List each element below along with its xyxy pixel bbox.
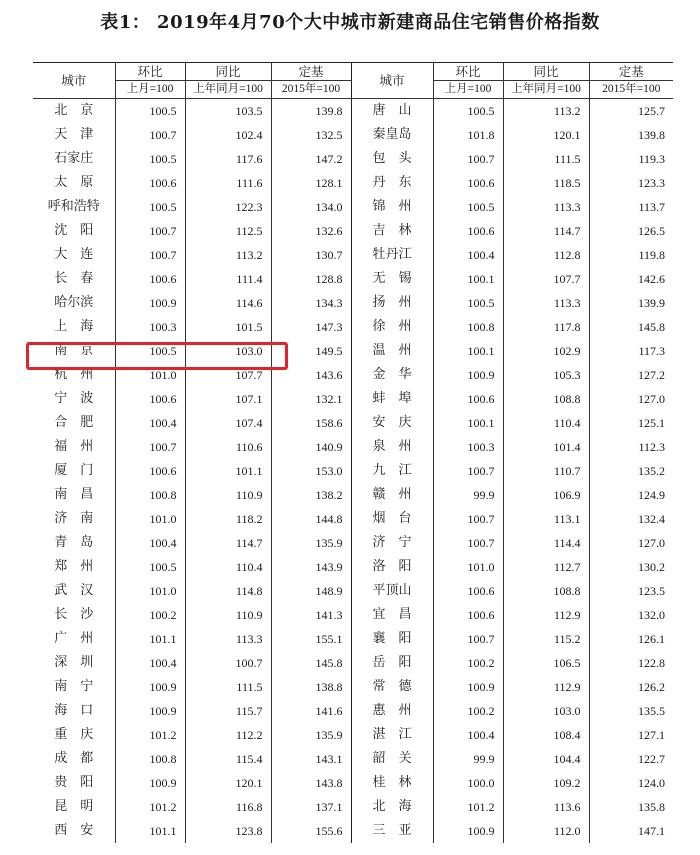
base-left-cell: 130.7	[271, 243, 351, 267]
mom-right-cell: 100.5	[433, 99, 503, 124]
city-left-cell: 成 都	[54, 751, 94, 766]
base-left-cell: 138.2	[271, 483, 351, 507]
base-left-cell: 135.9	[271, 723, 351, 747]
city-left-cell: 沈 阳	[54, 223, 94, 238]
yoy-right-cell: 115.2	[503, 627, 589, 651]
city-right-cell: 济 宁	[351, 531, 433, 555]
yoy-left-cell: 114.7	[185, 531, 271, 555]
base-left-cell: 135.9	[271, 531, 351, 555]
mom-right-cell: 100.1	[433, 339, 503, 363]
mom-right-cell: 100.9	[433, 675, 503, 699]
table-row	[33, 291, 673, 315]
mom-right-cell: 100.7	[433, 507, 503, 531]
yoy-right-cell: 113.3	[503, 291, 589, 315]
mom-right-cell: 101.8	[433, 123, 503, 147]
mom-left-cell: 100.7	[115, 123, 185, 147]
city-right-cell: 平顶山	[351, 579, 433, 603]
yoy-right-cell: 102.9	[503, 339, 589, 363]
yoy-left-cell: 112.2	[185, 723, 271, 747]
table-body	[33, 99, 673, 844]
base-right-cell: 112.3	[589, 435, 673, 459]
table-row	[33, 699, 673, 723]
table-row	[33, 411, 673, 435]
mom-right-cell: 99.9	[433, 483, 503, 507]
yoy-left-cell: 116.8	[185, 795, 271, 819]
yoy-left-cell: 101.1	[185, 459, 271, 483]
base-left-cell: 139.8	[271, 99, 351, 124]
city-right-cell: 包 头	[351, 147, 433, 171]
city-left-cell: 天 津	[54, 127, 94, 142]
mom-right-cell: 100.9	[433, 363, 503, 387]
mom-left-cell: 100.4	[115, 651, 185, 675]
base-right-cell: 135.5	[589, 699, 673, 723]
table-row	[33, 507, 673, 531]
yoy-right-cell: 108.8	[503, 579, 589, 603]
table-row	[33, 147, 673, 171]
base-left-cell: 155.6	[271, 819, 351, 843]
base-right-cell: 127.0	[589, 531, 673, 555]
table-row	[33, 555, 673, 579]
yoy-right-cell: 114.4	[503, 531, 589, 555]
mom-left-cell: 100.7	[115, 243, 185, 267]
mom-left-cell: 100.5	[115, 555, 185, 579]
mom-right-cell: 100.5	[433, 291, 503, 315]
table-row	[33, 435, 673, 459]
mom-left-cell: 100.6	[115, 387, 185, 411]
city-left-cell: 广 州	[54, 631, 94, 646]
yoy-left-cell: 123.8	[185, 819, 271, 843]
city-left-cell: 青 岛	[54, 535, 94, 550]
table-row	[33, 603, 673, 627]
yoy-right-cell: 112.8	[503, 243, 589, 267]
mom-right-cell: 100.1	[433, 267, 503, 291]
mom-right-cell: 100.1	[433, 411, 503, 435]
city-right-cell: 金 华	[351, 363, 433, 387]
yoy-right-cell: 113.6	[503, 795, 589, 819]
yoy-right-cell: 107.7	[503, 267, 589, 291]
city-left-cell: 厦 门	[54, 463, 94, 478]
city-right-cell: 常 德	[351, 675, 433, 699]
mom-left-cell: 100.2	[115, 603, 185, 627]
base-right-cell: 139.8	[589, 123, 673, 147]
yoy-right-cell: 110.7	[503, 459, 589, 483]
mom-left-cell: 100.4	[115, 531, 185, 555]
base-right-cell: 135.2	[589, 459, 673, 483]
header-base-right: 定基	[589, 63, 673, 81]
yoy-left-cell: 103.5	[185, 99, 271, 124]
base-left-cell: 147.3	[271, 315, 351, 339]
city-left-cell: 太 原	[54, 175, 94, 190]
mom-left-cell: 100.9	[115, 291, 185, 315]
yoy-right-cell: 112.9	[503, 603, 589, 627]
table-row	[33, 387, 673, 411]
city-right-cell: 秦皇岛	[351, 123, 433, 147]
city-right-cell: 温 州	[351, 339, 433, 363]
mom-right-cell: 100.2	[433, 651, 503, 675]
base-right-cell: 123.5	[589, 579, 673, 603]
city-right-cell: 岳 阳	[351, 651, 433, 675]
mom-left-cell: 100.8	[115, 747, 185, 771]
city-right-cell: 韶 关	[351, 747, 433, 771]
table-row	[33, 363, 673, 387]
yoy-left-cell: 107.4	[185, 411, 271, 435]
yoy-left-cell: 114.6	[185, 291, 271, 315]
base-left-cell: 132.6	[271, 219, 351, 243]
city-right-cell: 北 海	[351, 795, 433, 819]
mom-right-cell: 100.9	[433, 819, 503, 843]
table-title: 表1： 2019年4月70个大中城市新建商品住宅销售价格指数	[100, 12, 600, 33]
mom-right-cell: 101.0	[433, 555, 503, 579]
city-right-cell: 九 江	[351, 459, 433, 483]
table-row	[33, 723, 673, 747]
yoy-right-cell: 106.5	[503, 651, 589, 675]
base-right-cell: 147.1	[589, 819, 673, 843]
yoy-left-cell: 102.4	[185, 123, 271, 147]
table-row	[33, 459, 673, 483]
yoy-left-cell: 115.4	[185, 747, 271, 771]
yoy-right-cell: 113.1	[503, 507, 589, 531]
city-left-cell: 昆 明	[54, 799, 94, 814]
header-base-sub-left: 2015年=100	[271, 81, 351, 99]
header-mom-right: 环比	[433, 63, 503, 81]
yoy-left-cell: 120.1	[185, 771, 271, 795]
mom-right-cell: 100.6	[433, 387, 503, 411]
table-row	[33, 195, 673, 219]
city-right-cell: 吉 林	[351, 219, 433, 243]
table-row	[33, 747, 673, 771]
mom-left-cell: 101.1	[115, 627, 185, 651]
city-right-cell: 桂 林	[351, 771, 433, 795]
base-right-cell: 132.4	[589, 507, 673, 531]
yoy-left-cell: 107.7	[185, 363, 271, 387]
yoy-right-cell: 113.3	[503, 195, 589, 219]
mom-left-cell: 101.2	[115, 723, 185, 747]
mom-right-cell: 99.9	[433, 747, 503, 771]
yoy-left-cell: 114.8	[185, 579, 271, 603]
table-row	[33, 483, 673, 507]
city-left-cell: 武 汉	[54, 583, 94, 598]
mom-left-cell: 100.5	[115, 147, 185, 171]
city-right-cell: 无 锡	[351, 267, 433, 291]
yoy-right-cell: 109.2	[503, 771, 589, 795]
mom-left-cell: 101.0	[115, 507, 185, 531]
yoy-right-cell: 101.4	[503, 435, 589, 459]
mom-right-cell: 100.6	[433, 171, 503, 195]
city-left-cell: 北 京	[54, 103, 94, 118]
base-left-cell: 137.1	[271, 795, 351, 819]
mom-right-cell: 100.7	[433, 459, 503, 483]
table-row	[33, 651, 673, 675]
yoy-left-cell: 110.4	[185, 555, 271, 579]
city-left-cell: 宁 波	[54, 391, 94, 406]
yoy-right-cell: 114.7	[503, 219, 589, 243]
base-left-cell: 138.8	[271, 675, 351, 699]
mom-right-cell: 100.7	[433, 147, 503, 171]
city-left-cell: 济 南	[54, 511, 94, 526]
city-right-cell: 烟 台	[351, 507, 433, 531]
mom-left-cell: 100.6	[115, 459, 185, 483]
yoy-left-cell: 110.9	[185, 603, 271, 627]
base-left-cell: 144.8	[271, 507, 351, 531]
base-left-cell: 128.1	[271, 171, 351, 195]
city-right-cell: 徐 州	[351, 315, 433, 339]
city-right-cell: 襄 阳	[351, 627, 433, 651]
yoy-right-cell: 112.7	[503, 555, 589, 579]
mom-left-cell: 100.8	[115, 483, 185, 507]
yoy-right-cell: 117.8	[503, 315, 589, 339]
mom-left-cell: 100.9	[115, 771, 185, 795]
base-right-cell: 126.2	[589, 675, 673, 699]
table-row	[33, 267, 673, 291]
table-row	[33, 795, 673, 819]
table-row	[33, 339, 673, 363]
city-right-cell: 赣 州	[351, 483, 433, 507]
mom-right-cell: 100.3	[433, 435, 503, 459]
yoy-left-cell: 103.0	[185, 339, 271, 363]
yoy-left-cell: 100.7	[185, 651, 271, 675]
yoy-right-cell: 104.4	[503, 747, 589, 771]
yoy-left-cell: 113.3	[185, 627, 271, 651]
yoy-right-cell: 105.3	[503, 363, 589, 387]
mom-right-cell: 100.4	[433, 723, 503, 747]
table-row	[33, 123, 673, 147]
city-right-cell: 泉 州	[351, 435, 433, 459]
city-right-cell: 扬 州	[351, 291, 433, 315]
table-row	[33, 675, 673, 699]
base-left-cell: 158.6	[271, 411, 351, 435]
city-right-cell: 洛 阳	[351, 555, 433, 579]
mom-left-cell: 100.6	[115, 267, 185, 291]
yoy-right-cell: 106.9	[503, 483, 589, 507]
yoy-left-cell: 111.5	[185, 675, 271, 699]
table-row	[33, 579, 673, 603]
mom-left-cell: 101.2	[115, 795, 185, 819]
base-right-cell: 132.0	[589, 603, 673, 627]
city-left-cell: 郑 州	[54, 559, 94, 574]
mom-right-cell: 100.5	[433, 195, 503, 219]
base-right-cell: 126.5	[589, 219, 673, 243]
city-left-cell: 石家庄	[54, 151, 94, 166]
yoy-right-cell: 111.5	[503, 147, 589, 171]
yoy-left-cell: 111.4	[185, 267, 271, 291]
base-right-cell: 125.1	[589, 411, 673, 435]
base-right-cell: 135.8	[589, 795, 673, 819]
header-city-left: 城市	[61, 73, 87, 88]
mom-right-cell: 100.0	[433, 771, 503, 795]
city-right-cell: 三 亚	[351, 819, 433, 843]
base-left-cell: 145.8	[271, 651, 351, 675]
yoy-left-cell: 112.5	[185, 219, 271, 243]
city-left-cell: 杭 州	[54, 367, 94, 382]
header-yoy-right: 同比	[503, 63, 589, 81]
yoy-right-cell: 120.1	[503, 123, 589, 147]
city-left-cell: 呼和浩特	[47, 199, 100, 214]
base-left-cell: 143.9	[271, 555, 351, 579]
city-right-cell: 惠 州	[351, 699, 433, 723]
yoy-left-cell: 122.3	[185, 195, 271, 219]
header-base-sub-right: 2015年=100	[589, 81, 673, 99]
table-row	[33, 819, 673, 843]
mom-left-cell: 100.5	[115, 339, 185, 363]
yoy-right-cell: 113.2	[503, 99, 589, 124]
base-left-cell: 148.9	[271, 579, 351, 603]
mom-right-cell: 100.8	[433, 315, 503, 339]
mom-right-cell: 100.6	[433, 219, 503, 243]
city-right-cell: 蚌 埠	[351, 387, 433, 411]
base-right-cell: 119.3	[589, 147, 673, 171]
price-index-table	[33, 62, 673, 843]
header-city-right: 城市	[351, 63, 433, 99]
base-left-cell: 134.3	[271, 291, 351, 315]
mom-left-cell: 100.6	[115, 171, 185, 195]
base-right-cell: 127.1	[589, 723, 673, 747]
base-left-cell: 132.5	[271, 123, 351, 147]
mom-right-cell: 100.2	[433, 699, 503, 723]
mom-left-cell: 100.5	[115, 195, 185, 219]
base-left-cell: 128.8	[271, 267, 351, 291]
city-left-cell: 南 昌	[54, 487, 94, 502]
header-mom-sub-left: 上月=100	[115, 81, 185, 99]
city-right-cell: 湛 江	[351, 723, 433, 747]
city-right-cell: 牡丹江	[351, 243, 433, 267]
table-row	[33, 243, 673, 267]
yoy-left-cell: 118.2	[185, 507, 271, 531]
yoy-right-cell: 110.4	[503, 411, 589, 435]
mom-left-cell: 100.9	[115, 675, 185, 699]
yoy-right-cell: 103.0	[503, 699, 589, 723]
city-left-cell: 上 海	[54, 319, 94, 334]
header-yoy-sub-left: 上年同月=100	[185, 81, 271, 99]
base-right-cell: 119.8	[589, 243, 673, 267]
header-yoy-sub-right: 上年同月=100	[503, 81, 589, 99]
yoy-left-cell: 101.5	[185, 315, 271, 339]
base-left-cell: 153.0	[271, 459, 351, 483]
base-right-cell: 142.6	[589, 267, 673, 291]
base-right-cell: 125.7	[589, 99, 673, 124]
base-left-cell: 147.2	[271, 147, 351, 171]
base-right-cell: 123.3	[589, 171, 673, 195]
mom-right-cell: 100.7	[433, 627, 503, 651]
base-left-cell: 134.0	[271, 195, 351, 219]
base-left-cell: 141.6	[271, 699, 351, 723]
table-row	[33, 771, 673, 795]
city-left-cell: 西 安	[54, 823, 94, 838]
mom-right-cell: 100.6	[433, 579, 503, 603]
header-yoy-left: 同比	[185, 63, 271, 81]
header-mom-left: 环比	[115, 63, 185, 81]
base-right-cell: 127.2	[589, 363, 673, 387]
yoy-right-cell: 112.9	[503, 675, 589, 699]
base-right-cell: 124.0	[589, 771, 673, 795]
yoy-right-cell: 118.5	[503, 171, 589, 195]
mom-left-cell: 100.3	[115, 315, 185, 339]
mom-left-cell: 100.5	[115, 99, 185, 124]
yoy-left-cell: 115.7	[185, 699, 271, 723]
base-right-cell: 126.1	[589, 627, 673, 651]
yoy-left-cell: 110.9	[185, 483, 271, 507]
base-right-cell: 122.7	[589, 747, 673, 771]
city-right-cell: 唐 山	[351, 99, 433, 124]
base-right-cell: 130.2	[589, 555, 673, 579]
yoy-left-cell: 113.2	[185, 243, 271, 267]
mom-left-cell: 101.1	[115, 819, 185, 843]
city-left-cell: 南 宁	[54, 679, 94, 694]
base-left-cell: 132.1	[271, 387, 351, 411]
base-left-cell: 149.5	[271, 339, 351, 363]
table-row	[33, 315, 673, 339]
city-left-cell: 长 春	[54, 271, 94, 286]
mom-left-cell: 100.9	[115, 699, 185, 723]
table-row	[33, 171, 673, 195]
mom-right-cell: 100.7	[433, 531, 503, 555]
city-left-cell: 深 圳	[54, 655, 94, 670]
table-row	[33, 531, 673, 555]
base-left-cell: 155.1	[271, 627, 351, 651]
yoy-left-cell: 107.1	[185, 387, 271, 411]
yoy-left-cell: 110.6	[185, 435, 271, 459]
mom-right-cell: 100.4	[433, 243, 503, 267]
mom-left-cell: 101.0	[115, 579, 185, 603]
mom-right-cell: 100.6	[433, 603, 503, 627]
table-row	[33, 219, 673, 243]
base-right-cell: 145.8	[589, 315, 673, 339]
yoy-left-cell: 117.6	[185, 147, 271, 171]
table-row	[33, 99, 673, 124]
mom-left-cell: 100.7	[115, 219, 185, 243]
yoy-right-cell: 108.8	[503, 387, 589, 411]
base-left-cell: 141.3	[271, 603, 351, 627]
base-left-cell: 143.1	[271, 747, 351, 771]
city-left-cell: 哈尔滨	[54, 295, 94, 310]
base-right-cell: 124.9	[589, 483, 673, 507]
base-left-cell: 140.9	[271, 435, 351, 459]
mom-right-cell: 101.2	[433, 795, 503, 819]
city-right-cell: 安 庆	[351, 411, 433, 435]
yoy-right-cell: 108.4	[503, 723, 589, 747]
city-left-cell: 南 京	[54, 343, 94, 358]
city-left-cell: 福 州	[54, 439, 94, 454]
city-left-cell: 贵 阳	[54, 775, 94, 790]
table-row	[33, 627, 673, 651]
mom-left-cell: 100.7	[115, 435, 185, 459]
yoy-right-cell: 112.0	[503, 819, 589, 843]
base-right-cell: 122.8	[589, 651, 673, 675]
header-base-left: 定基	[271, 63, 351, 81]
city-left-cell: 大 连	[54, 247, 94, 262]
city-left-cell: 重 庆	[54, 727, 94, 742]
base-left-cell: 143.8	[271, 771, 351, 795]
city-right-cell: 宜 昌	[351, 603, 433, 627]
city-right-cell: 丹 东	[351, 171, 433, 195]
base-left-cell: 143.6	[271, 363, 351, 387]
base-right-cell: 113.7	[589, 195, 673, 219]
mom-left-cell: 100.4	[115, 411, 185, 435]
city-left-cell: 海 口	[54, 703, 94, 718]
base-right-cell: 127.0	[589, 387, 673, 411]
mom-left-cell: 101.0	[115, 363, 185, 387]
base-right-cell: 117.3	[589, 339, 673, 363]
city-right-cell: 锦 州	[351, 195, 433, 219]
city-left-cell: 长 沙	[54, 607, 94, 622]
header-mom-sub-right: 上月=100	[433, 81, 503, 99]
base-right-cell: 139.9	[589, 291, 673, 315]
city-left-cell: 合 肥	[54, 415, 94, 430]
yoy-left-cell: 111.6	[185, 171, 271, 195]
